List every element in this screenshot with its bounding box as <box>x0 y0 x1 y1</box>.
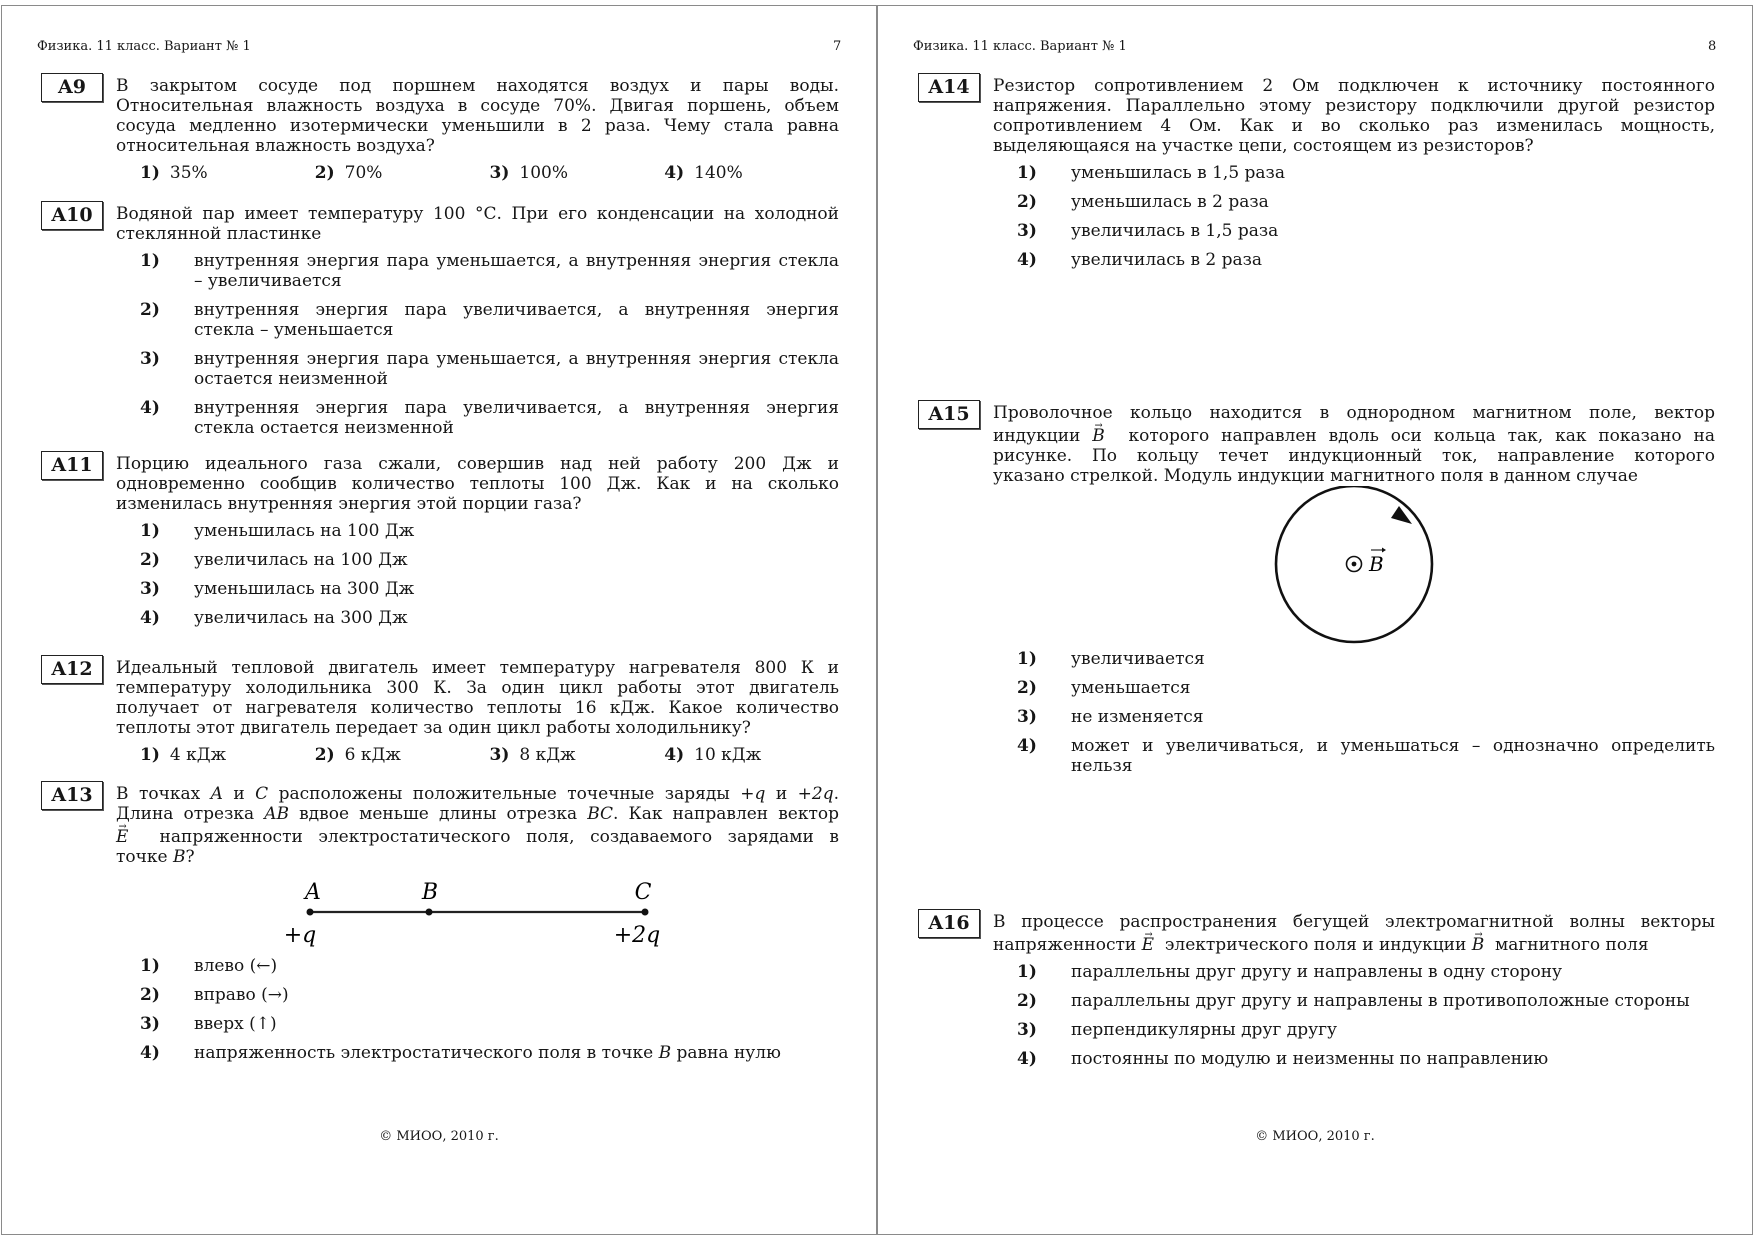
option-text: 35% <box>169 163 208 183</box>
text-segment: и <box>222 784 256 804</box>
text-line <box>993 423 1715 446</box>
text-line: параллельны друг другу и направлены в противоположные стороны <box>1071 991 1690 1011</box>
answer-option <box>140 398 839 438</box>
field-dot <box>1352 562 1357 567</box>
option-number: 2) <box>314 745 335 765</box>
text-segment: ? <box>185 847 195 867</box>
option-text <box>194 550 839 570</box>
option-text <box>1071 962 1715 982</box>
option-number: 1) <box>1017 649 1037 669</box>
math-symbol: AB <box>264 804 290 824</box>
text-line: изменилась внутренняя энергия этой порции газа? <box>116 494 582 514</box>
text-line: параллельны друг другу и направлены в одну сторону <box>1071 962 1563 982</box>
text-line <box>993 932 1715 955</box>
text-line: рисунке. По кольцу течет индукционный ток, направление которого <box>993 446 1715 466</box>
answer-option <box>1017 707 1715 727</box>
option-text: 140% <box>694 163 743 183</box>
answer-option <box>140 251 839 291</box>
answer-option <box>140 1014 839 1034</box>
option-text: 4 кДж <box>169 745 227 765</box>
answer-option <box>1017 736 1715 776</box>
option-number: 3) <box>140 349 160 369</box>
answer-option <box>140 163 315 183</box>
option-number: 1) <box>140 251 160 271</box>
point-c-dot <box>642 909 649 916</box>
option-number: 4) <box>1017 250 1037 270</box>
option-text: 6 кДж <box>344 745 401 765</box>
text-line: уменьшилась на 100 Дж <box>194 521 415 541</box>
question-stem <box>116 658 839 738</box>
option-text <box>194 579 839 599</box>
text-line: теплоты этот двигатель передает за один цикл работы холодильнику? <box>116 718 751 738</box>
question-a14 <box>918 76 1715 270</box>
option-number: 3) <box>140 579 160 599</box>
question-number-box: A14 <box>918 73 980 102</box>
answer-option <box>664 163 839 183</box>
text-line: внутренняя энергия пара увеличивается, а внутренняя энергия <box>194 300 839 320</box>
math-symbol: +q <box>740 784 766 804</box>
question-a11 <box>41 454 839 628</box>
answer-option <box>664 745 839 765</box>
text-line: Идеальный тепловой двигатель имеет температуру нагревателя 800 К и <box>116 658 839 678</box>
question-number-box: A15 <box>918 400 980 429</box>
option-number: 3) <box>489 745 510 765</box>
option-text <box>1071 1049 1715 1069</box>
answer-options <box>993 649 1715 776</box>
option-text <box>194 521 839 541</box>
option-text: 100% <box>519 163 568 183</box>
option-number: 1) <box>140 163 160 183</box>
answer-options <box>116 521 839 628</box>
option-number: 2) <box>140 985 160 1005</box>
answer-option <box>140 349 839 389</box>
option-text <box>194 985 839 1005</box>
answer-option <box>1017 163 1715 183</box>
answer-option <box>1017 649 1715 669</box>
field-vector-label: B <box>1369 552 1384 576</box>
option-number: 2) <box>140 300 160 320</box>
text-line: уменьшилась в 1,5 раза <box>1071 163 1285 183</box>
math-symbol: B <box>172 847 186 867</box>
text-line <box>116 784 839 804</box>
math-symbol: B <box>658 1043 672 1063</box>
option-number: 4) <box>140 608 160 628</box>
text-line: стекла – уменьшается <box>194 320 394 340</box>
answer-options <box>140 745 839 765</box>
answer-option <box>1017 250 1715 270</box>
text-line: нельзя <box>1071 756 1133 776</box>
text-segment: точке <box>116 847 173 867</box>
ring-diagram <box>993 486 1715 649</box>
vector-symbol: E → <box>1142 935 1154 955</box>
answer-option <box>140 300 839 340</box>
text-line: влево (←) <box>194 956 278 976</box>
answer-option <box>140 521 839 541</box>
page-header-title: Физика. 11 класс. Вариант № 1 <box>37 39 251 54</box>
answer-option <box>490 745 665 765</box>
text-segment: В точках <box>116 784 211 804</box>
answer-option <box>315 163 490 183</box>
option-number: 1) <box>140 521 160 541</box>
option-text <box>1071 1020 1715 1040</box>
question-number-box: A10 <box>41 201 103 230</box>
point-a-dot <box>307 909 314 916</box>
text-line: Проволочное кольцо находится в однородном магнитном поле, вектор <box>993 403 1715 423</box>
text-segment: расположены положительные точечные заряды <box>268 784 741 804</box>
option-text <box>1071 678 1715 698</box>
answer-option <box>315 745 490 765</box>
question-number-box: A16 <box>918 909 980 938</box>
text-segment: индукции <box>993 426 1093 446</box>
question-a9 <box>41 76 839 183</box>
text-line: относительная влажность воздуха? <box>116 136 435 156</box>
text-line: увеличилась на 300 Дж <box>194 608 408 628</box>
text-segment: магнитного поля <box>1484 935 1649 955</box>
answer-option <box>1017 1049 1715 1069</box>
option-number: 4) <box>664 745 685 765</box>
vector-symbol: B → <box>1092 426 1105 446</box>
answer-option <box>140 956 839 976</box>
text-line: Резистор сопротивлением 2 Ом подключен к источнику постоянного <box>993 76 1715 96</box>
text-line: уменьшается <box>1071 678 1191 698</box>
text-line: выделяющаяся на участке цепи, состоящем из резисторов? <box>993 136 1534 156</box>
text-segment: . <box>833 784 840 804</box>
text-line: стекла остается неизменной <box>194 418 454 438</box>
text-segment: напряженности электростатического поля, создаваемого зарядами в <box>128 827 839 847</box>
answer-option <box>490 163 665 183</box>
text-line <box>116 847 839 867</box>
option-number: 1) <box>140 745 160 765</box>
option-number: 3) <box>489 163 510 183</box>
text-segment: которого направлен вдоль оси кольца так, как показано на <box>1104 426 1715 446</box>
vector-symbol: E → <box>116 827 128 847</box>
text-line: одновременно сообщив количество теплоты 100 Дж. Как и на сколько <box>116 474 839 494</box>
option-number: 2) <box>1017 991 1037 1011</box>
option-number: 3) <box>1017 221 1037 241</box>
option-text <box>1071 221 1715 241</box>
text-line: увеличилась в 1,5 раза <box>1071 221 1279 241</box>
text-line: может и увеличиваться, и уменьшаться – однозначно определить <box>1071 736 1715 756</box>
answer-options <box>993 163 1715 270</box>
text-line: внутренняя энергия пара уменьшается, а внутренняя энергия стекла <box>194 349 839 369</box>
question-number-box: A9 <box>41 73 103 102</box>
text-line: В процессе распространения бегущей электромагнитной волны векторы <box>993 912 1715 932</box>
text-line: вверх (↑) <box>194 1014 277 1034</box>
text-line <box>116 804 839 824</box>
page-header-title: Физика. 11 класс. Вариант № 1 <box>913 39 1127 54</box>
charges-diagram <box>116 867 839 956</box>
question-stem <box>116 784 839 867</box>
vector-symbol: B → <box>1472 935 1485 955</box>
option-number: 2) <box>140 550 160 570</box>
page-footer: © МИОО, 2010 г. <box>1255 1129 1375 1144</box>
answer-option <box>1017 1020 1715 1040</box>
option-text <box>194 956 839 976</box>
answer-option <box>1017 962 1715 982</box>
answer-option <box>1017 192 1715 212</box>
math-symbol: C <box>255 784 269 804</box>
text-segment: Длина отрезка <box>116 804 265 824</box>
answer-option <box>1017 678 1715 698</box>
option-text <box>1071 991 1715 1011</box>
option-number: 4) <box>664 163 685 183</box>
charge-c-label: +2q <box>613 923 661 948</box>
option-number: 4) <box>1017 1049 1037 1069</box>
question-stem <box>116 204 839 244</box>
option-number: 3) <box>1017 1020 1037 1040</box>
option-number: 1) <box>1017 163 1037 183</box>
option-text <box>194 1043 839 1063</box>
text-segment: равна нулю <box>671 1043 781 1063</box>
option-number: 4) <box>140 1043 160 1063</box>
point-a-label: A <box>305 880 321 905</box>
page-number: 7 <box>833 39 842 54</box>
option-number: 3) <box>140 1014 160 1034</box>
math-symbol: +2q <box>797 784 834 804</box>
answer-options <box>140 163 839 183</box>
text-line: Порцию идеального газа сжали, совершив над ней работу 200 Дж и <box>116 454 839 474</box>
option-number: 2) <box>1017 192 1037 212</box>
text-line: увеличивается <box>1071 649 1205 669</box>
option-number: 2) <box>314 163 335 183</box>
point-b-label: B <box>421 880 439 905</box>
math-symbol: BC <box>587 804 614 824</box>
text-line: – увеличивается <box>194 271 342 291</box>
text-line: Водяной пар имеет температуру 100 °С. При его конденсации на холодной <box>116 204 839 224</box>
option-text <box>1071 192 1715 212</box>
option-text: 10 кДж <box>694 745 762 765</box>
option-text <box>1071 649 1715 669</box>
text-segment: . Как направлен вектор <box>613 804 840 824</box>
answer-option <box>140 985 839 1005</box>
text-line: вправо (→) <box>194 985 289 1005</box>
question-a10 <box>41 204 839 438</box>
answer-options <box>116 251 839 438</box>
text-segment: и <box>765 784 798 804</box>
question-stem <box>116 454 839 514</box>
text-line: уменьшилась на 300 Дж <box>194 579 415 599</box>
point-c-label: C <box>634 880 652 905</box>
text-segment: вдвое меньше длины отрезка <box>289 804 588 824</box>
text-segment: электрического поля и индукции <box>1154 935 1472 955</box>
text-line <box>194 1043 839 1063</box>
question-number-box: A11 <box>41 451 103 480</box>
question-stem <box>993 76 1715 156</box>
option-text <box>1071 736 1715 776</box>
question-number-box: A13 <box>41 781 103 810</box>
question-stem <box>116 76 839 156</box>
text-line: напряжения. Параллельно этому резистору подключили другой резистор <box>993 96 1715 116</box>
answer-option <box>140 1043 839 1063</box>
answer-option <box>140 745 315 765</box>
option-number: 3) <box>1017 707 1037 727</box>
text-line: В закрытом сосуде под поршнем находятся воздух и пары воды. <box>116 76 839 96</box>
option-text: 70% <box>344 163 383 183</box>
page-number: 8 <box>1708 39 1717 54</box>
answer-option <box>1017 991 1715 1011</box>
text-line: стеклянной пластинке <box>116 224 322 244</box>
question-a12 <box>41 658 839 765</box>
text-line: внутренняя энергия пара увеличивается, а внутренняя энергия <box>194 398 839 418</box>
option-text <box>194 300 839 340</box>
charge-a-label: +q <box>283 923 317 948</box>
question-a15 <box>918 403 1715 776</box>
option-number: 4) <box>1017 736 1037 756</box>
option-text <box>1071 163 1715 183</box>
text-line: получает от нагревателя количество теплоты 16 кДж. Какое количество <box>116 698 839 718</box>
option-text <box>1071 707 1715 727</box>
answer-options <box>993 962 1715 1069</box>
text-line: сопротивлением 4 Ом. Как и во сколько раз изменилась мощность, <box>993 116 1715 136</box>
question-a16 <box>918 912 1715 1069</box>
question-stem <box>993 912 1715 955</box>
answer-options <box>116 956 839 1063</box>
answer-option <box>140 608 839 628</box>
option-number: 2) <box>1017 678 1037 698</box>
point-b-dot <box>426 909 433 916</box>
text-line: постоянны по модулю и неизменны по направлению <box>1071 1049 1549 1069</box>
text-segment: напряженность электростатического поля в точке <box>194 1043 659 1063</box>
question-a13 <box>41 784 839 1063</box>
text-line: уменьшилась в 2 раза <box>1071 192 1269 212</box>
text-segment: напряженности <box>993 935 1142 955</box>
math-symbol: A <box>210 784 223 804</box>
answer-option <box>1017 221 1715 241</box>
option-text <box>194 349 839 389</box>
question-number-box: A12 <box>41 655 103 684</box>
page-footer: © МИОО, 2010 г. <box>379 1129 499 1144</box>
text-line: температуру холодильника 300 К. За один цикл работы этот двигатель <box>116 678 839 698</box>
text-line: сосуда медленно изотермически уменьшили в 2 раза. Чему стала равна <box>116 116 839 136</box>
text-line: внутренняя энергия пара уменьшается, а внутренняя энергия стекла <box>194 251 839 271</box>
text-line: указано стрелкой. Модуль индукции магнитного поля в данном случае <box>993 466 1638 486</box>
text-line: увеличилась на 100 Дж <box>194 550 408 570</box>
option-number: 1) <box>140 956 160 976</box>
answer-option <box>140 579 839 599</box>
text-line: Относительная влажность воздуха в сосуде 70%. Двигая поршень, объем <box>116 96 839 116</box>
answer-option <box>140 550 839 570</box>
option-text <box>194 251 839 291</box>
text-line: остается неизменной <box>194 369 388 389</box>
option-text: 8 кДж <box>519 745 576 765</box>
option-text <box>194 608 839 628</box>
text-line <box>116 824 839 847</box>
option-number: 4) <box>140 398 160 418</box>
text-line: перпендикулярны друг другу <box>1071 1020 1338 1040</box>
option-text <box>1071 250 1715 270</box>
text-line: увеличилась в 2 раза <box>1071 250 1263 270</box>
option-text <box>194 398 839 438</box>
option-text <box>194 1014 839 1034</box>
text-line: не изменяется <box>1071 707 1204 727</box>
question-stem <box>993 403 1715 486</box>
option-number: 1) <box>1017 962 1037 982</box>
